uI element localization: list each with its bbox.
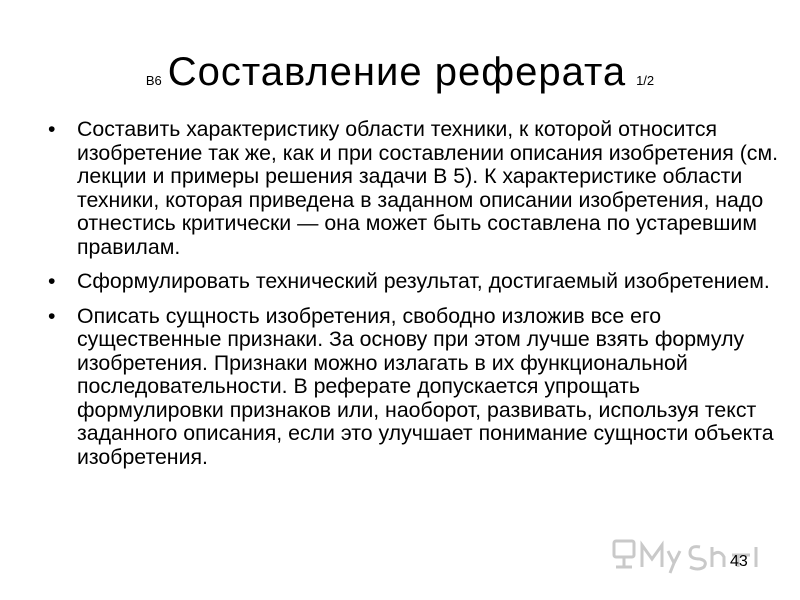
- page-number: 43: [730, 553, 748, 570]
- slide-title-row: [0, 50, 800, 95]
- bullet-list: [48, 118, 788, 480]
- bullet-marker: •: [48, 303, 56, 328]
- bullet-item-1: [48, 118, 788, 259]
- bullet-item-2: [48, 270, 788, 294]
- title-prefix: В6: [145, 73, 162, 88]
- bullet-item-3: [48, 305, 788, 470]
- bullet-text-1: Составить характеристику области техники, к которой относится изобретение так же, как и при составлении описания изобретения (см. лекции и примеры решения задачи В 5). К характеристике области техники, которая приведена в заданном описании изобретения, надо отнестись критически — она может быть составлена по устаревшим правилам.: [77, 117, 778, 259]
- bullet-text-3: Описать сущность изобретения, свободно изложив все его существенные признаки. За основу при этом лучше взять формулу изобретения. Признаки можно излагать в их функциональной последовательности. В реферате допускается упрощать формулировки признаков или, наоборот, развивать, используя текст заданного описания, если это улучшает понимание сущности объекта изобретения.: [77, 303, 774, 469]
- bullet-marker: •: [48, 269, 56, 293]
- title-page-fraction: 1/2: [636, 73, 655, 88]
- bullet-marker: •: [48, 117, 56, 141]
- slide-title: Составление реферата: [167, 50, 627, 94]
- bullet-text-2: Сформулировать технический результат, достигаемый изобретением.: [77, 269, 770, 293]
